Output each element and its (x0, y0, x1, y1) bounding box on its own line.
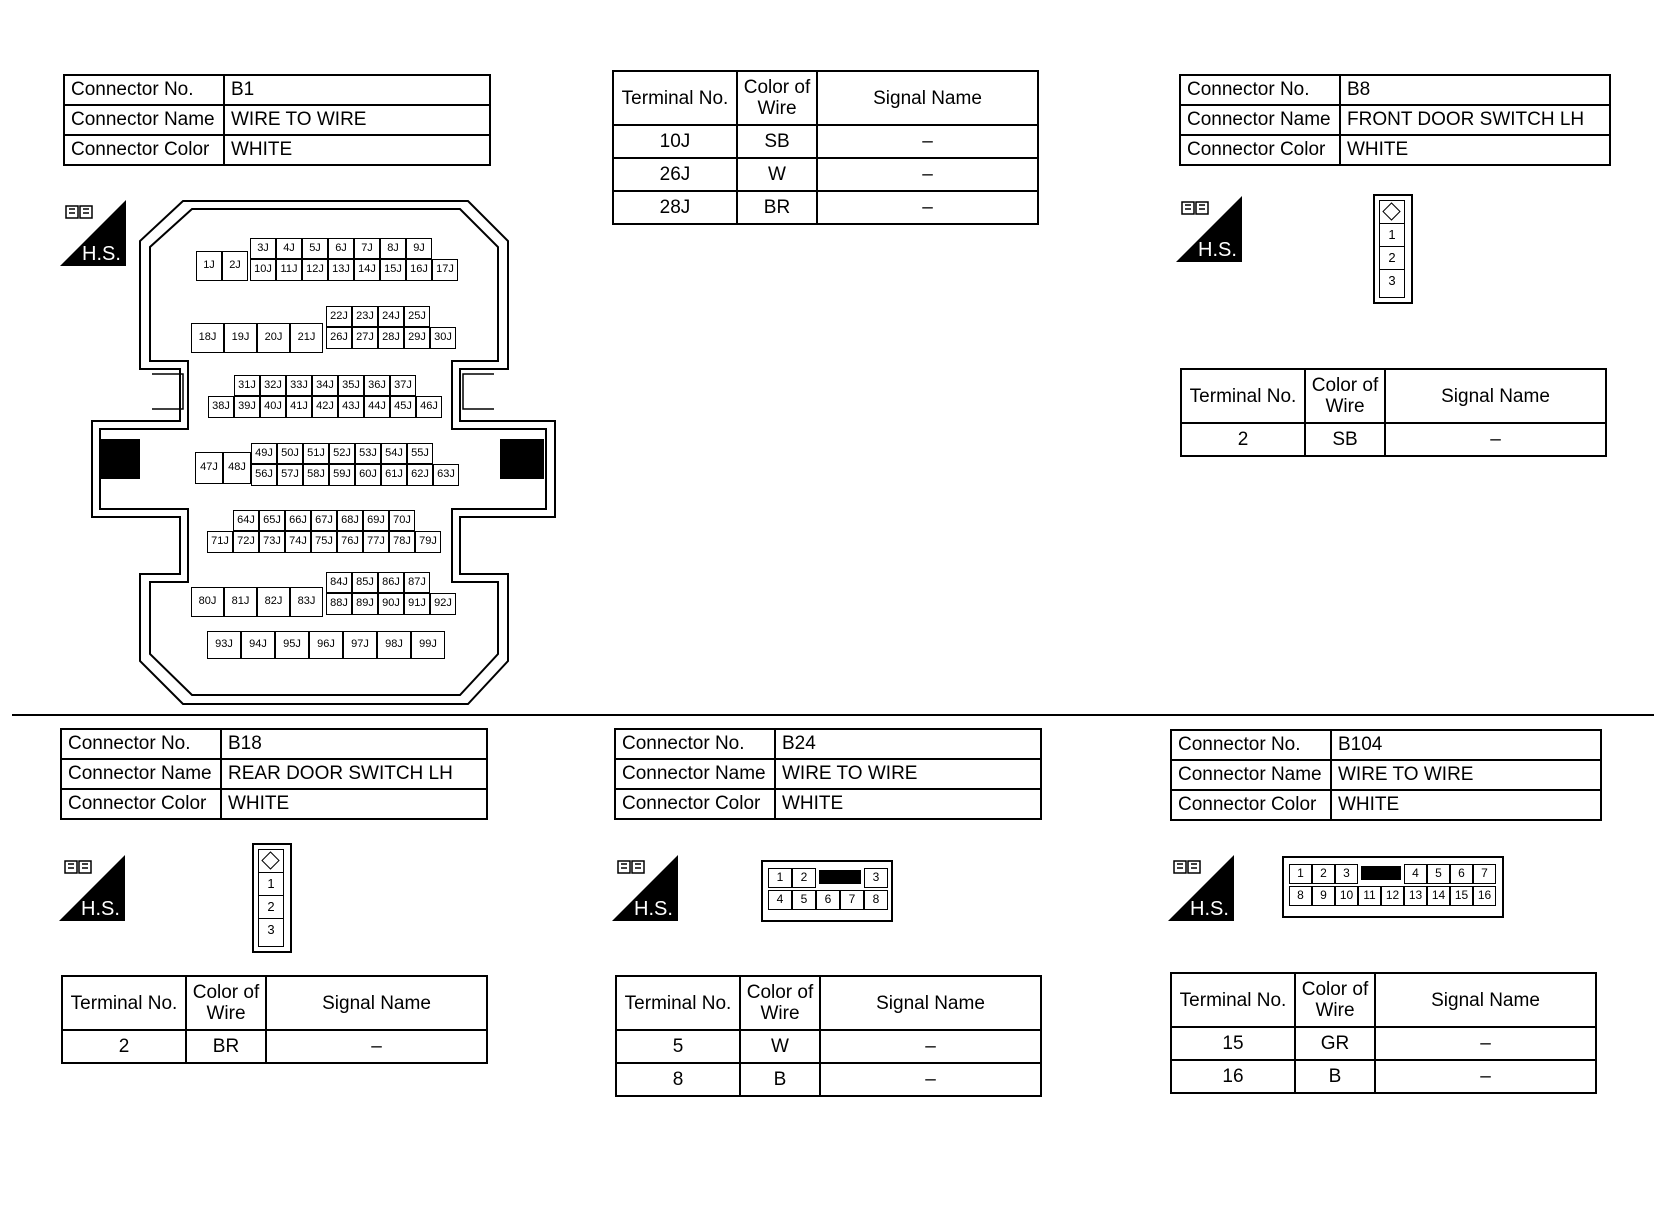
pin-cell: 39J (234, 396, 260, 418)
connector-color-value: WHITE (1331, 790, 1601, 820)
key-diamond-icon (259, 850, 283, 873)
svg-text:H.S.: H.S. (81, 898, 120, 920)
connector-b24-info (614, 728, 1042, 820)
pin-cell: 83J (290, 587, 323, 617)
pin-cell: 7 (840, 890, 864, 910)
color-of-wire-header: Color of Wire (186, 976, 266, 1030)
pin-2: 2 (1380, 247, 1404, 270)
connector-name-label: Connector Name (1180, 105, 1340, 135)
connector-b104-terminal-table (1170, 972, 1597, 1094)
connector-name-value: WIRE TO WIRE (775, 759, 1041, 789)
pin-cell: 3 (864, 868, 888, 888)
pin-cell: 54J (381, 443, 407, 464)
connector-no-label: Connector No. (61, 729, 221, 759)
pin-cell: 48J (223, 452, 251, 484)
connector-name-value: FRONT DOOR SWITCH LH (1340, 105, 1610, 135)
pin-cell: 99J (411, 631, 445, 659)
svg-text:H.S.: H.S. (634, 898, 673, 920)
connector-b8-diagram (1373, 194, 1413, 304)
connector-color-value: WHITE (224, 135, 490, 165)
pin-cell: 56J (251, 464, 277, 486)
pin-cell: 97J (343, 631, 377, 659)
pin-cell: 55J (407, 443, 433, 464)
pin-cell: 17J (432, 259, 458, 281)
pin-cell: 11 (1358, 886, 1381, 906)
table-row: 16 B – (1171, 1060, 1596, 1093)
terminal-no-header: Terminal No. (1171, 973, 1295, 1027)
section-divider (12, 714, 1654, 716)
connector-name-label: Connector Name (61, 759, 221, 789)
pin-cell: 86J (378, 572, 404, 593)
pin-cell: 96J (309, 631, 343, 659)
pin-cell: 34J (312, 375, 338, 396)
connector-color-label: Connector Color (1180, 135, 1340, 165)
pin-cell: 43J (338, 396, 364, 418)
connector-name-label: Connector Name (615, 759, 775, 789)
pin-cell: 77J (363, 531, 389, 553)
pin-cell: 15J (380, 259, 406, 281)
pin-cell: 63J (433, 464, 459, 486)
pin-cell: 74J (285, 531, 311, 553)
connector-no-label: Connector No. (1171, 730, 1331, 760)
pin-cell: 15 (1450, 886, 1473, 906)
connector-b8-terminal-table (1180, 368, 1607, 457)
pin-cell: 26J (326, 327, 352, 349)
pin-cell: 44J (364, 396, 390, 418)
pin-cell: 6J (328, 238, 354, 259)
color-of-wire-header: Color of Wire (737, 71, 817, 125)
signal-name-header: Signal Name (1385, 369, 1606, 423)
pin-cell: 10 (1335, 886, 1358, 906)
pin-cell: 41J (286, 396, 312, 418)
pin-cell: 11J (276, 259, 302, 281)
pin-cell: 2 (1312, 864, 1335, 884)
pin-cell: 23J (352, 306, 378, 327)
pin-cell: 4J (276, 238, 302, 259)
pin-cell: 73J (259, 531, 285, 553)
connector-b104-info (1170, 729, 1602, 821)
pin-cell: 60J (355, 464, 381, 486)
connector-name-value: REAR DOOR SWITCH LH (221, 759, 487, 789)
pin-cell: 13 (1404, 886, 1427, 906)
pin-cell: 2J (222, 251, 248, 281)
color-of-wire-header: Color of Wire (1295, 973, 1375, 1027)
signal-name-header: Signal Name (266, 976, 487, 1030)
color-of-wire-header: Color of Wire (740, 976, 820, 1030)
pin-cell: 72J (233, 531, 259, 553)
pin-2: 2 (259, 896, 283, 919)
pin-cell: 19J (224, 323, 257, 353)
pin-cell: 67J (311, 510, 337, 531)
pin-cell: 89J (352, 593, 378, 615)
connector-b18-info (60, 728, 488, 820)
pin-cell: 47J (195, 452, 223, 484)
pin-cell: 75J (311, 531, 337, 553)
connector-b24-terminal-table (615, 975, 1042, 1097)
connector-color-value: WHITE (221, 789, 487, 819)
pin-cell: 5J (302, 238, 328, 259)
pin-cell: 66J (285, 510, 311, 531)
pin-cell: 7J (354, 238, 380, 259)
connector-color-label: Connector Color (615, 789, 775, 819)
pin-cell: 59J (329, 464, 355, 486)
pin-cell: 13J (328, 259, 354, 281)
pin-cell: 2 (792, 868, 816, 888)
hs-harness-side-icon (1176, 196, 1242, 262)
pin-cell: 12 (1381, 886, 1404, 906)
pin-cell: 58J (303, 464, 329, 486)
pin-cell: 57J (277, 464, 303, 486)
pin-cell: 20J (257, 323, 290, 353)
pin-cell: 94J (241, 631, 275, 659)
connector-no-value: B8 (1340, 75, 1610, 105)
pin-cell: 45J (390, 396, 416, 418)
connector-no-value: B18 (221, 729, 487, 759)
pin-cell: 30J (430, 327, 456, 349)
pin-cell: 14J (354, 259, 380, 281)
pin-cell: 29J (404, 327, 430, 349)
connector-no-value: B24 (775, 729, 1041, 759)
signal-name-header: Signal Name (820, 976, 1041, 1030)
connector-no-value: B1 (224, 75, 490, 105)
terminal-no-header: Terminal No. (1181, 369, 1305, 423)
hs-harness-side-icon (1168, 855, 1234, 921)
connector-color-label: Connector Color (1171, 790, 1331, 820)
pin-cell: 82J (257, 587, 290, 617)
pin-cell: 24J (378, 306, 404, 327)
pin-1: 1 (259, 873, 283, 896)
pin-cell: 4 (1404, 864, 1427, 884)
connector-b18-diagram (252, 843, 292, 953)
pin-cell: 10J (250, 259, 276, 281)
pin-cell: 25J (404, 306, 430, 327)
pin-cell: 53J (355, 443, 381, 464)
connector-b8-info (1179, 74, 1611, 166)
table-row: 26J W – (613, 158, 1038, 191)
pin-cell: 85J (352, 572, 378, 593)
key-diamond-icon (1380, 201, 1404, 224)
pin-3: 3 (1388, 273, 1396, 288)
pin-cell: 40J (260, 396, 286, 418)
pin-cell: 69J (363, 510, 389, 531)
pin-cell: 87J (404, 572, 430, 593)
terminal-no-header: Terminal No. (62, 976, 186, 1030)
pin-cell: 52J (329, 443, 355, 464)
table-row: 15 GR – (1171, 1027, 1596, 1060)
pin-cell: 22J (326, 306, 352, 327)
pin-cell: 8 (1289, 886, 1312, 906)
signal-name-header: Signal Name (1375, 973, 1596, 1027)
pin-cell: 33J (286, 375, 312, 396)
svg-text:H.S.: H.S. (82, 243, 121, 265)
pin-cell: 9 (1312, 886, 1335, 906)
table-row: 8 B – (616, 1063, 1041, 1096)
svg-text:H.S.: H.S. (1198, 239, 1237, 261)
pin-cell: 80J (191, 587, 224, 617)
pin-cell: 62J (407, 464, 433, 486)
pin-cell: 68J (337, 510, 363, 531)
pin-cell: 37J (390, 375, 416, 396)
pin-cell: 3 (1335, 864, 1358, 884)
connector-name-value: WIRE TO WIRE (1331, 760, 1601, 790)
connector-name-label: Connector Name (1171, 760, 1331, 790)
pin-cell: 7 (1473, 864, 1496, 884)
connector-name-label: Connector Name (64, 105, 224, 135)
terminal-no-header: Terminal No. (613, 71, 737, 125)
pin-cell: 84J (326, 572, 352, 593)
pin-cell: 64J (233, 510, 259, 531)
terminal-no-header: Terminal No. (616, 976, 740, 1030)
table-row: 28J BR – (613, 191, 1038, 224)
table-row: 10J SB – (613, 125, 1038, 158)
pin-3: 3 (267, 922, 275, 937)
pin-cell: 32J (260, 375, 286, 396)
pin-cell: 6 (816, 890, 840, 910)
pin-cell: 31J (234, 375, 260, 396)
pin-cell: 1J (196, 251, 222, 281)
pin-cell: 21J (290, 323, 323, 353)
pin-cell: 49J (251, 443, 277, 464)
pin-cell: 92J (430, 593, 456, 615)
pin-cell: 8J (380, 238, 406, 259)
pin-cell: 46J (416, 396, 442, 418)
pin-cell: 9J (406, 238, 432, 259)
pin-cell: 98J (377, 631, 411, 659)
connector-no-value: B104 (1331, 730, 1601, 760)
pin-cell: 79J (415, 531, 441, 553)
pin-cell: 38J (208, 396, 234, 418)
connector-color-label: Connector Color (61, 789, 221, 819)
pin-cell: 16 (1473, 886, 1496, 906)
lock-tab (1361, 866, 1401, 880)
lock-tab (819, 870, 861, 884)
table-row: 2 SB – (1181, 423, 1606, 456)
pin-cell: 70J (389, 510, 415, 531)
pin-cell: 88J (326, 593, 352, 615)
hs-harness-side-icon (59, 855, 125, 921)
connector-color-value: WHITE (775, 789, 1041, 819)
pin-cell: 76J (337, 531, 363, 553)
pin-cell: 27J (352, 327, 378, 349)
connector-no-label: Connector No. (615, 729, 775, 759)
pin-cell: 16J (406, 259, 432, 281)
pin-cell: 93J (207, 631, 241, 659)
signal-name-header: Signal Name (817, 71, 1038, 125)
connector-color-value: WHITE (1340, 135, 1610, 165)
color-of-wire-header: Color of Wire (1305, 369, 1385, 423)
pin-cell: 50J (277, 443, 303, 464)
pin-cell: 65J (259, 510, 285, 531)
connector-color-label: Connector Color (64, 135, 224, 165)
pin-1: 1 (1380, 224, 1404, 247)
pin-cell: 61J (381, 464, 407, 486)
pin-cell: 51J (303, 443, 329, 464)
pin-cell: 5 (1427, 864, 1450, 884)
pin-cell: 18J (191, 323, 224, 353)
hs-harness-side-icon (612, 855, 678, 921)
pin-cell: 4 (768, 890, 792, 910)
pin-cell: 1 (1289, 864, 1312, 884)
pin-cell: 12J (302, 259, 328, 281)
pin-cell: 90J (378, 593, 404, 615)
connector-name-value: WIRE TO WIRE (224, 105, 490, 135)
table-row: 5 W – (616, 1030, 1041, 1063)
connector-b18-terminal-table (61, 975, 488, 1064)
svg-text:H.S.: H.S. (1190, 898, 1229, 920)
connector-b24-diagram (761, 860, 893, 922)
pin-cell: 71J (207, 531, 233, 553)
pin-cell: 42J (312, 396, 338, 418)
connector-b104-diagram (1282, 856, 1504, 918)
pin-cell: 1 (768, 868, 792, 888)
pin-cell: 35J (338, 375, 364, 396)
connector-no-label: Connector No. (64, 75, 224, 105)
table-row: 2 BR – (62, 1030, 487, 1063)
connector-no-label: Connector No. (1180, 75, 1340, 105)
pin-cell: 5 (792, 890, 816, 910)
pin-cell: 36J (364, 375, 390, 396)
pin-cell: 8 (864, 890, 888, 910)
pin-cell: 91J (404, 593, 430, 615)
pin-cell: 14 (1427, 886, 1450, 906)
pin-cell: 28J (378, 327, 404, 349)
pin-cell: 78J (389, 531, 415, 553)
pin-cell: 81J (224, 587, 257, 617)
pin-cell: 3J (250, 238, 276, 259)
pin-cell: 95J (275, 631, 309, 659)
pin-cell: 6 (1450, 864, 1473, 884)
